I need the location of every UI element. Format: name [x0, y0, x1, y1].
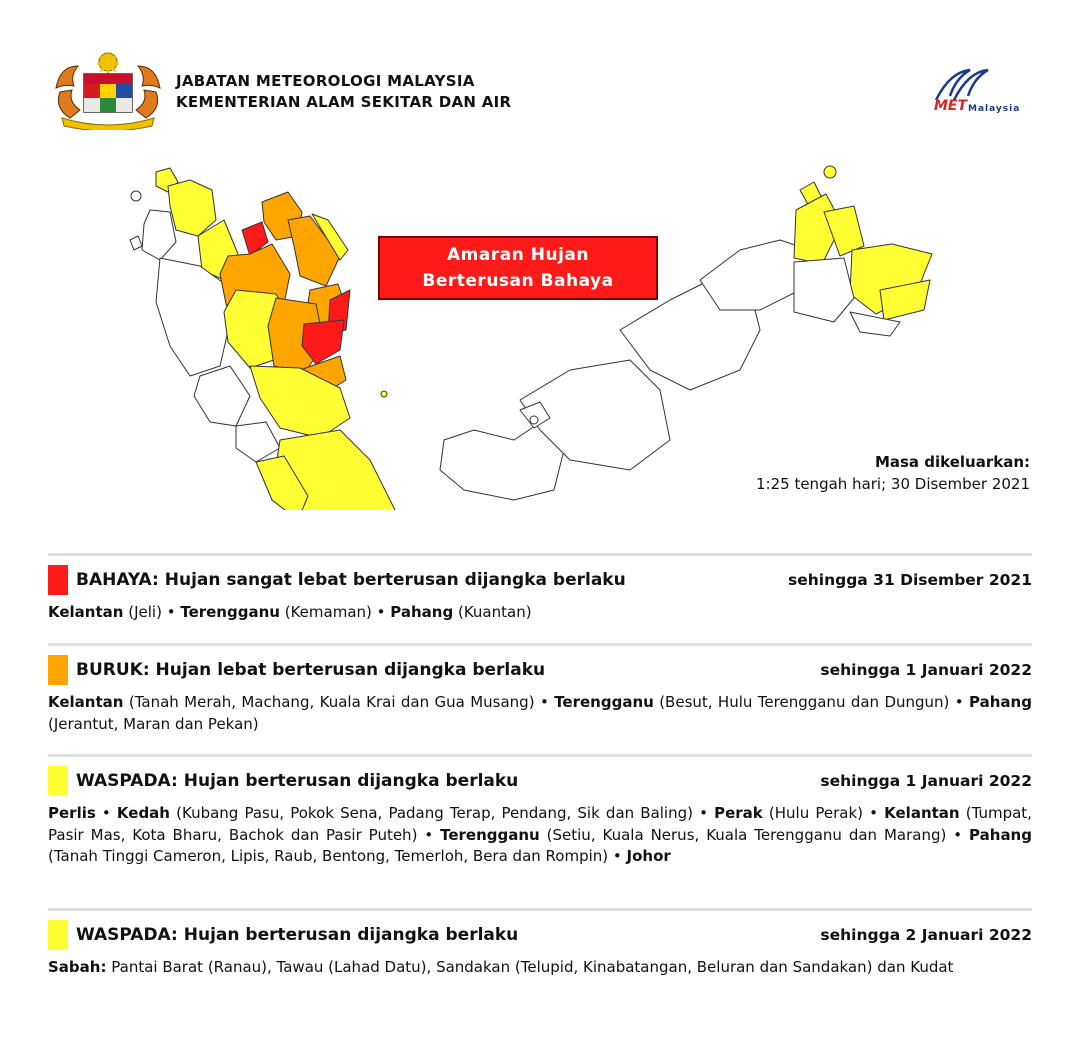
area-detail: (Hulu Perak): [768, 804, 864, 822]
area-state: Terengganu: [554, 693, 654, 711]
area-detail: (Setiu, Kuala Nerus, Kuala Terengganu dan Marang): [546, 825, 947, 844]
section-title: WASPADA: Hujan berterusan dijangka berlaku: [76, 925, 519, 945]
area-detail: (Jerantut, Maran dan Pekan): [48, 714, 259, 733]
region-kedah-west: [142, 210, 176, 260]
area-state: Pahang: [390, 603, 454, 621]
section-header: [48, 919, 1032, 951]
area-detail: (Kemaman): [284, 603, 372, 621]
area-state: Kedah: [116, 804, 170, 822]
met-malaysia-logo: [918, 68, 1028, 118]
area-detail: (Kubang Pasu, Pokok Sena, Padang Terap, Pendang, Sik dan Baling): [176, 804, 693, 822]
section-header: [48, 654, 1032, 686]
warning-section-waspada-1: [48, 754, 1032, 868]
issued-label: Masa dikeluarkan:: [874, 453, 1030, 471]
area-state: Sabah:: [48, 958, 107, 976]
region-kedah: [168, 180, 216, 236]
area-detail: (Tumpat, Pasir Mas, Kota Bharu, Bachok dan Pasir Puteh): [48, 804, 1032, 844]
section-title: WASPADA: Hujan berterusan dijangka berlaku: [76, 771, 519, 791]
level-swatch: [48, 766, 68, 796]
section-header: [48, 765, 1032, 797]
warning-section-buruk: [48, 643, 1032, 735]
region-negeri-sembilan: [236, 422, 280, 462]
region-sabah-interior: [794, 258, 854, 322]
section-areas: Kelantan (Jeli) • Terengganu (Kemaman) • Pahang (Kuantan): [48, 603, 532, 621]
area-state: Perak: [714, 804, 763, 822]
east-malaysia-map: [440, 166, 932, 500]
area-state: Kelantan: [48, 603, 124, 621]
malaysia-text: Malaysia: [968, 104, 1021, 114]
section-until: sehingga 1 Januari 2022: [820, 661, 1032, 679]
danger-warning-badge: [378, 236, 658, 300]
issued-time: 1:25 tengah hari; 30 Disember 2021: [756, 475, 1030, 493]
area-state: Johor: [626, 847, 671, 865]
area-detail: (Tanah Merah, Machang, Kuala Krai dan Gua Musang): [128, 693, 535, 711]
island-langkawi: [131, 191, 141, 201]
region-penang: [130, 236, 142, 250]
section-title: BURUK: Hujan lebat berterusan dijangka berlaku: [76, 660, 546, 680]
divider: [48, 908, 1032, 911]
area-state: Kelantan: [884, 804, 960, 822]
area-detail: (Besut, Hulu Terengganu dan Dungun): [659, 693, 950, 711]
area-state: Terengganu: [180, 603, 280, 621]
divider: [48, 643, 1032, 646]
badge-line1: Amaran Hujan: [447, 245, 589, 265]
badge-line2: Berterusan Bahaya: [422, 271, 614, 291]
island-tioman: [381, 391, 387, 397]
section-until: sehingga 2 Januari 2022: [820, 926, 1032, 944]
section-areas: [48, 957, 1032, 979]
level-swatch: [48, 655, 68, 685]
divider: [48, 754, 1032, 757]
area-state: Pahang: [969, 825, 1032, 844]
area-state: Terengganu: [440, 825, 540, 844]
area-detail: (Tanah Tinggi Cameron, Lipis, Raub, Bentong, Temerloh, Bera dan Rompin): [48, 847, 609, 865]
met-text: MET: [934, 98, 968, 114]
org-name-line1: JABATAN METEOROLOGI MALAYSIA: [176, 72, 475, 90]
area-detail: (Jeli): [128, 603, 162, 621]
section-until: sehingga 1 Januari 2022: [820, 772, 1032, 790]
area-state: Perlis: [48, 804, 96, 822]
peninsular-malaysia-map: [130, 168, 400, 510]
level-swatch: [48, 565, 68, 595]
coat-of-arms-logo: [48, 48, 168, 130]
warning-section-bahaya: [48, 553, 1032, 624]
section-until: sehingga 31 Disember 2021: [788, 571, 1032, 589]
divider: [48, 553, 1032, 556]
org-name-line2: KEMENTERIAN ALAM SEKITAR DAN AIR: [176, 93, 512, 111]
section-header: [48, 564, 1032, 596]
met-swoosh-icon: [932, 68, 1002, 102]
region-selangor: [194, 366, 250, 426]
section-areas: Perlis • Kedah (Kubang Pasu, Pokok Sena, Padang Terap, Pendang, Sik dan Baling) • Perak (Hulu Perak) • Kelantan (Tumpat, Pasir Mas, Kota Bharu, Bachok dan Pasir Puteh) • Terengganu (Setiu, Kuala Nerus, Kuala Terengganu dan Marang) • Pahang (Tanah Tinggi Cameron, Lipis, Raub, Bentong, Temerloh, Bera dan Rompin) • Johor: [48, 804, 1032, 865]
section-areas: Kelantan (Tanah Merah, Machang, Kuala Krai dan Gua Musang) • Terengganu (Besut, Hulu Terengganu dan Dungun) • Pahang (Jerantut, Maran dan Pekan): [48, 693, 1032, 733]
area-state: Pahang: [969, 693, 1032, 711]
area-detail: (Kuantan): [457, 603, 532, 621]
island-labuan: [530, 416, 538, 424]
level-swatch: [48, 920, 68, 950]
area-state: Kelantan: [48, 693, 124, 711]
island-banggi: [824, 166, 836, 178]
section-title: BAHAYA: Hujan sangat lebat berterusan dijangka berlaku: [76, 570, 626, 590]
header: [48, 48, 1038, 132]
warning-section-waspada-2: [48, 908, 1032, 979]
area-detail: Pantai Barat (Ranau), Tawau (Lahad Datu), Sandakan (Telupid, Kinabatangan, Beluran dan Sandakan) dan Kudat: [111, 958, 954, 976]
